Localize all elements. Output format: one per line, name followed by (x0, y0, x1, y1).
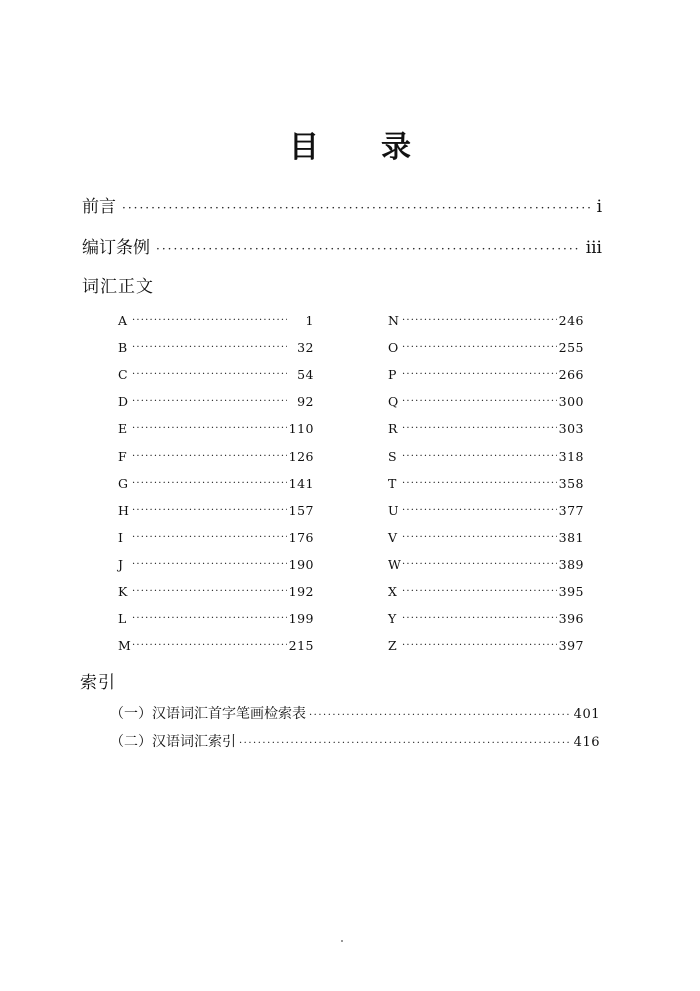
letter-entry-d[interactable] (118, 388, 314, 415)
letter: A (118, 313, 128, 329)
dot-leader (132, 396, 287, 407)
letter: T (388, 475, 397, 491)
letter-entry-r[interactable] (388, 415, 584, 442)
dot-leader (402, 559, 557, 570)
dot-leader (132, 451, 287, 462)
index-entry-vocabulary-index[interactable] (110, 731, 600, 751)
dot-leader (132, 342, 287, 353)
title-char-1: 目 (289, 130, 319, 165)
letter-entry-k[interactable] (118, 578, 314, 605)
dot-leader (132, 423, 287, 434)
dot-leader (402, 505, 557, 516)
letter-entry-y[interactable] (388, 605, 584, 632)
page-number: 32 (297, 340, 314, 356)
letter-entry-m[interactable] (118, 632, 314, 659)
dot-leader (402, 315, 557, 326)
page-number: 381 (558, 529, 584, 545)
page-number: 318 (558, 448, 584, 464)
letter: E (118, 421, 128, 437)
letter-entry-f[interactable] (118, 442, 314, 469)
dot-leader (402, 586, 557, 597)
letter: L (118, 611, 127, 627)
dot-leader (402, 396, 557, 407)
letter: B (118, 340, 128, 356)
page-number: 255 (558, 340, 584, 356)
page-number: 141 (288, 475, 314, 491)
page-number: 300 (558, 394, 584, 410)
page-number: 377 (558, 502, 584, 518)
page-number: 110 (288, 421, 314, 437)
letter: M (118, 638, 131, 654)
letter-entry-t[interactable] (388, 470, 584, 497)
letter: O (388, 340, 399, 356)
dot-leader (132, 640, 287, 651)
dot-leader (309, 710, 571, 721)
letter: F (118, 448, 127, 464)
letter-entry-n[interactable] (388, 307, 584, 334)
page-number: 176 (288, 529, 314, 545)
letter: S (388, 448, 397, 464)
page-number: 126 (288, 448, 314, 464)
letter: V (388, 529, 398, 545)
section-heading-index: 索引 (80, 673, 116, 693)
dot-leader (132, 559, 287, 570)
page-number: 389 (558, 556, 584, 572)
letter-entry-j[interactable] (118, 551, 314, 578)
letter-entry-u[interactable] (388, 497, 584, 524)
dot-leader (132, 586, 287, 597)
letter-entry-a[interactable] (118, 307, 314, 334)
dot-leader (402, 532, 557, 543)
page-title (0, 122, 700, 166)
letter-entry-x[interactable] (388, 578, 584, 605)
toc-entry-label: 前言 (82, 197, 116, 217)
letter: G (118, 475, 128, 491)
page-number: 192 (288, 583, 314, 599)
letter-entry-b[interactable] (118, 334, 314, 361)
letter-entry-q[interactable] (388, 388, 584, 415)
dot-leader (402, 451, 557, 462)
page-number: 157 (288, 502, 314, 518)
index-entry-stroke-table[interactable] (110, 703, 600, 723)
letter: H (118, 502, 129, 518)
page-number: 190 (288, 556, 314, 572)
dot-leader (132, 315, 287, 326)
letter: Y (388, 611, 397, 627)
index-entry-label: （一）汉语词汇首字笔画检索表 (110, 706, 306, 722)
dot-leader (239, 738, 571, 749)
page-number: 92 (297, 394, 314, 410)
index-entry-page: 416 (573, 735, 600, 750)
dot-leader (402, 640, 557, 651)
dot-leader (402, 613, 557, 624)
dot-leader (156, 242, 580, 256)
letter: D (118, 394, 129, 410)
letter-entry-w[interactable] (388, 551, 584, 578)
index-entry-page: 401 (573, 707, 600, 722)
section-heading-vocabulary: 词汇正文 (82, 277, 154, 297)
letter-entry-g[interactable] (118, 470, 314, 497)
title-char-2: 录 (381, 130, 411, 165)
letter: P (388, 367, 397, 383)
letter-entry-s[interactable] (388, 442, 584, 469)
dot-leader (132, 478, 287, 489)
letter-entry-e[interactable] (118, 415, 314, 442)
index-entry-label: （二）汉语词汇索引 (110, 734, 236, 750)
toc-entry-page: i (596, 197, 602, 217)
page-number: 397 (558, 638, 584, 654)
letter-entry-z[interactable] (388, 632, 584, 659)
dot-leader (402, 423, 557, 434)
letter: K (118, 583, 128, 599)
page-number: 246 (558, 313, 584, 329)
letter-entry-i[interactable] (118, 524, 314, 551)
letter-column-right (388, 307, 584, 659)
dot-leader (402, 478, 557, 489)
letter: Q (388, 394, 399, 410)
page-number: 396 (558, 611, 584, 627)
dot-leader (402, 342, 557, 353)
dot-leader (402, 369, 557, 380)
page-number: 54 (297, 367, 314, 383)
letter: W (388, 556, 401, 572)
letter: X (388, 583, 397, 599)
page-number: 215 (288, 638, 314, 654)
letter: N (388, 313, 399, 329)
page-number: 266 (558, 367, 584, 383)
dot-leader (132, 505, 287, 516)
letter-entry-p[interactable] (388, 361, 584, 388)
letter-entry-o[interactable] (388, 334, 584, 361)
page-number: 358 (558, 475, 584, 491)
letter: R (388, 421, 398, 437)
letter-entry-h[interactable] (118, 497, 314, 524)
toc-entry-page: iii (585, 238, 602, 258)
letter: U (388, 502, 399, 518)
dot-leader (132, 532, 287, 543)
page-number: 303 (558, 421, 584, 437)
letter-column-left (118, 307, 314, 659)
letter-entry-c[interactable] (118, 361, 314, 388)
page-number: 395 (558, 583, 584, 599)
dot-leader (132, 613, 287, 624)
letter: I (118, 529, 123, 545)
scan-speck (341, 940, 343, 942)
page-number: 199 (288, 611, 314, 627)
letter: J (118, 556, 124, 572)
toc-entry-editorial-notes[interactable] (82, 233, 602, 258)
toc-entry-preface[interactable] (82, 192, 602, 217)
dot-leader (122, 201, 591, 215)
letter-entry-l[interactable] (118, 605, 314, 632)
dot-leader (132, 369, 287, 380)
letter: Z (388, 638, 397, 654)
letter: C (118, 367, 128, 383)
toc-entry-label: 编订条例 (82, 238, 150, 258)
letter-entry-v[interactable] (388, 524, 584, 551)
page-number: 1 (305, 313, 314, 329)
